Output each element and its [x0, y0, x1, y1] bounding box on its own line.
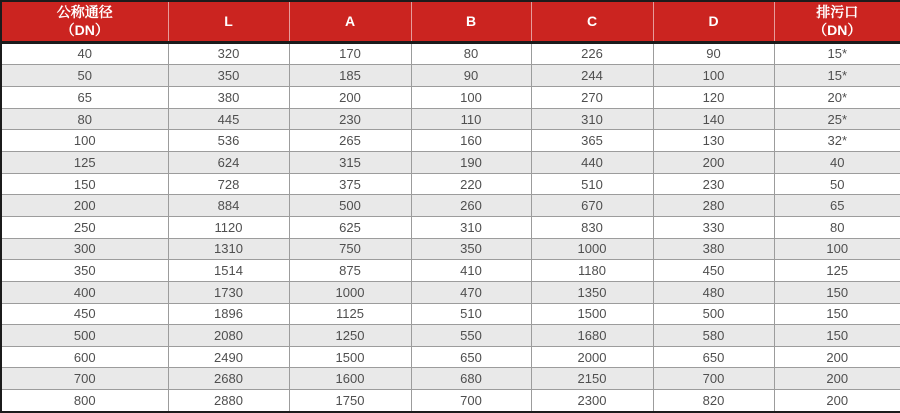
column-header-nominal-diameter: [1, 1, 168, 42]
table-cell: 1500: [531, 303, 653, 325]
table-cell: 80: [774, 216, 900, 238]
table-cell: 170: [289, 42, 411, 65]
table-cell: 830: [531, 216, 653, 238]
header-row: [1, 1, 900, 42]
table-cell: 185: [289, 65, 411, 87]
table-cell: 15*: [774, 65, 900, 87]
table-row: [1, 281, 900, 303]
table-cell: 2000: [531, 346, 653, 368]
table-cell: 65: [1, 87, 168, 109]
table-cell: 1680: [531, 325, 653, 347]
table-cell: 800: [1, 390, 168, 412]
table-cell: 536: [168, 130, 289, 152]
table-cell: 450: [1, 303, 168, 325]
table-cell: 40: [774, 152, 900, 174]
table-cell: 1500: [289, 346, 411, 368]
column-header-drain-port: [774, 1, 900, 42]
table-cell: 1250: [289, 325, 411, 347]
table-cell: 100: [653, 65, 774, 87]
table-cell: 650: [653, 346, 774, 368]
table-cell: 80: [1, 108, 168, 130]
table-row: [1, 216, 900, 238]
table-cell: 80: [411, 42, 531, 65]
table-cell: 500: [653, 303, 774, 325]
table-cell: 375: [289, 173, 411, 195]
table-cell: 100: [411, 87, 531, 109]
table-cell: 50: [774, 173, 900, 195]
table-cell: 2490: [168, 346, 289, 368]
table-cell: 1180: [531, 260, 653, 282]
table-cell: 1750: [289, 390, 411, 412]
table-row: [1, 173, 900, 195]
table-cell: 1125: [289, 303, 411, 325]
table-cell: 200: [774, 368, 900, 390]
table-cell: 400: [1, 281, 168, 303]
table-cell: 820: [653, 390, 774, 412]
column-header-B: [411, 1, 531, 42]
table-cell: 1350: [531, 281, 653, 303]
table-cell: 310: [531, 108, 653, 130]
table-cell: 2080: [168, 325, 289, 347]
table-cell: 140: [653, 108, 774, 130]
table-cell: 270: [531, 87, 653, 109]
table-cell: 500: [1, 325, 168, 347]
column-header-label: D: [708, 13, 719, 30]
column-header-C: [531, 1, 653, 42]
table-cell: 200: [653, 152, 774, 174]
column-header-label: 排污口: [816, 4, 859, 21]
table-cell: 650: [411, 346, 531, 368]
table-cell: 625: [289, 216, 411, 238]
table-row: [1, 368, 900, 390]
table-cell: 100: [1, 130, 168, 152]
table-row: [1, 303, 900, 325]
table-body: [1, 42, 900, 412]
table-row: [1, 42, 900, 65]
table-cell: 600: [1, 346, 168, 368]
table-cell: 1514: [168, 260, 289, 282]
table-row: [1, 390, 900, 412]
table-row: [1, 260, 900, 282]
table-cell: 15*: [774, 42, 900, 65]
table-cell: 1600: [289, 368, 411, 390]
column-header-sublabel: （DN）: [813, 22, 862, 39]
table-cell: 410: [411, 260, 531, 282]
table-cell: 1000: [531, 238, 653, 260]
table-cell: 32*: [774, 130, 900, 152]
table-cell: 190: [411, 152, 531, 174]
column-header-D: [653, 1, 774, 42]
table-cell: 670: [531, 195, 653, 217]
table-cell: 90: [411, 65, 531, 87]
table-cell: 200: [774, 346, 900, 368]
table-cell: 315: [289, 152, 411, 174]
table-cell: 510: [411, 303, 531, 325]
table-cell: 40: [1, 42, 168, 65]
table-cell: 2880: [168, 390, 289, 412]
table-cell: 160: [411, 130, 531, 152]
table-cell: 500: [289, 195, 411, 217]
table-cell: 220: [411, 173, 531, 195]
table-cell: 200: [289, 87, 411, 109]
table-cell: 230: [289, 108, 411, 130]
table-cell: 2150: [531, 368, 653, 390]
table-cell: 550: [411, 325, 531, 347]
column-header-L: [168, 1, 289, 42]
table-cell: 1730: [168, 281, 289, 303]
table-row: [1, 87, 900, 109]
table-cell: 226: [531, 42, 653, 65]
column-header-label: L: [224, 13, 233, 30]
table-cell: 2300: [531, 390, 653, 412]
table-row: [1, 65, 900, 87]
table-cell: 20*: [774, 87, 900, 109]
table-cell: 875: [289, 260, 411, 282]
table-cell: 260: [411, 195, 531, 217]
table-cell: 1000: [289, 281, 411, 303]
table-cell: 1310: [168, 238, 289, 260]
table-row: [1, 325, 900, 347]
table-cell: 125: [1, 152, 168, 174]
table-cell: 700: [653, 368, 774, 390]
table-cell: 150: [774, 281, 900, 303]
table-row: [1, 238, 900, 260]
table-cell: 150: [1, 173, 168, 195]
table-cell: 150: [774, 325, 900, 347]
table-cell: 244: [531, 65, 653, 87]
table-cell: 90: [653, 42, 774, 65]
column-header-label: 公称通径: [56, 4, 113, 21]
column-header-A: [289, 1, 411, 42]
table-cell: 100: [774, 238, 900, 260]
table-cell: 300: [1, 238, 168, 260]
table-cell: 728: [168, 173, 289, 195]
table-cell: 320: [168, 42, 289, 65]
table-cell: 200: [774, 390, 900, 412]
table-row: [1, 130, 900, 152]
column-header-label: A: [344, 13, 356, 30]
table-cell: 280: [653, 195, 774, 217]
table-row: [1, 346, 900, 368]
table-cell: 350: [411, 238, 531, 260]
table-cell: 25*: [774, 108, 900, 130]
table-cell: 200: [1, 195, 168, 217]
table-cell: 510: [531, 173, 653, 195]
table-cell: 2680: [168, 368, 289, 390]
table-cell: 580: [653, 325, 774, 347]
column-header-label: B: [465, 13, 477, 30]
column-header-sublabel: （DN）: [60, 22, 109, 39]
table-cell: 624: [168, 152, 289, 174]
table-cell: 480: [653, 281, 774, 303]
table-cell: 350: [168, 65, 289, 87]
table-cell: 884: [168, 195, 289, 217]
table-cell: 150: [774, 303, 900, 325]
table-cell: 310: [411, 216, 531, 238]
table-cell: 440: [531, 152, 653, 174]
table-row: [1, 152, 900, 174]
table-cell: 125: [774, 260, 900, 282]
column-header-label: C: [586, 13, 598, 30]
table-cell: 750: [289, 238, 411, 260]
table-cell: 380: [653, 238, 774, 260]
table-cell: 230: [653, 173, 774, 195]
table-cell: 50: [1, 65, 168, 87]
table-cell: 445: [168, 108, 289, 130]
table-cell: 365: [531, 130, 653, 152]
table-cell: 330: [653, 216, 774, 238]
table-cell: 680: [411, 368, 531, 390]
table-cell: 470: [411, 281, 531, 303]
table-cell: 450: [653, 260, 774, 282]
table-cell: 350: [1, 260, 168, 282]
table-cell: 380: [168, 87, 289, 109]
table-cell: 65: [774, 195, 900, 217]
table-row: [1, 195, 900, 217]
table-cell: 700: [1, 368, 168, 390]
table-cell: 120: [653, 87, 774, 109]
table-cell: 110: [411, 108, 531, 130]
table-row: [1, 108, 900, 130]
table-cell: 700: [411, 390, 531, 412]
table-header: [1, 1, 900, 42]
table-cell: 250: [1, 216, 168, 238]
table-cell: 1120: [168, 216, 289, 238]
table-cell: 265: [289, 130, 411, 152]
table-cell: 130: [653, 130, 774, 152]
table-cell: 1896: [168, 303, 289, 325]
